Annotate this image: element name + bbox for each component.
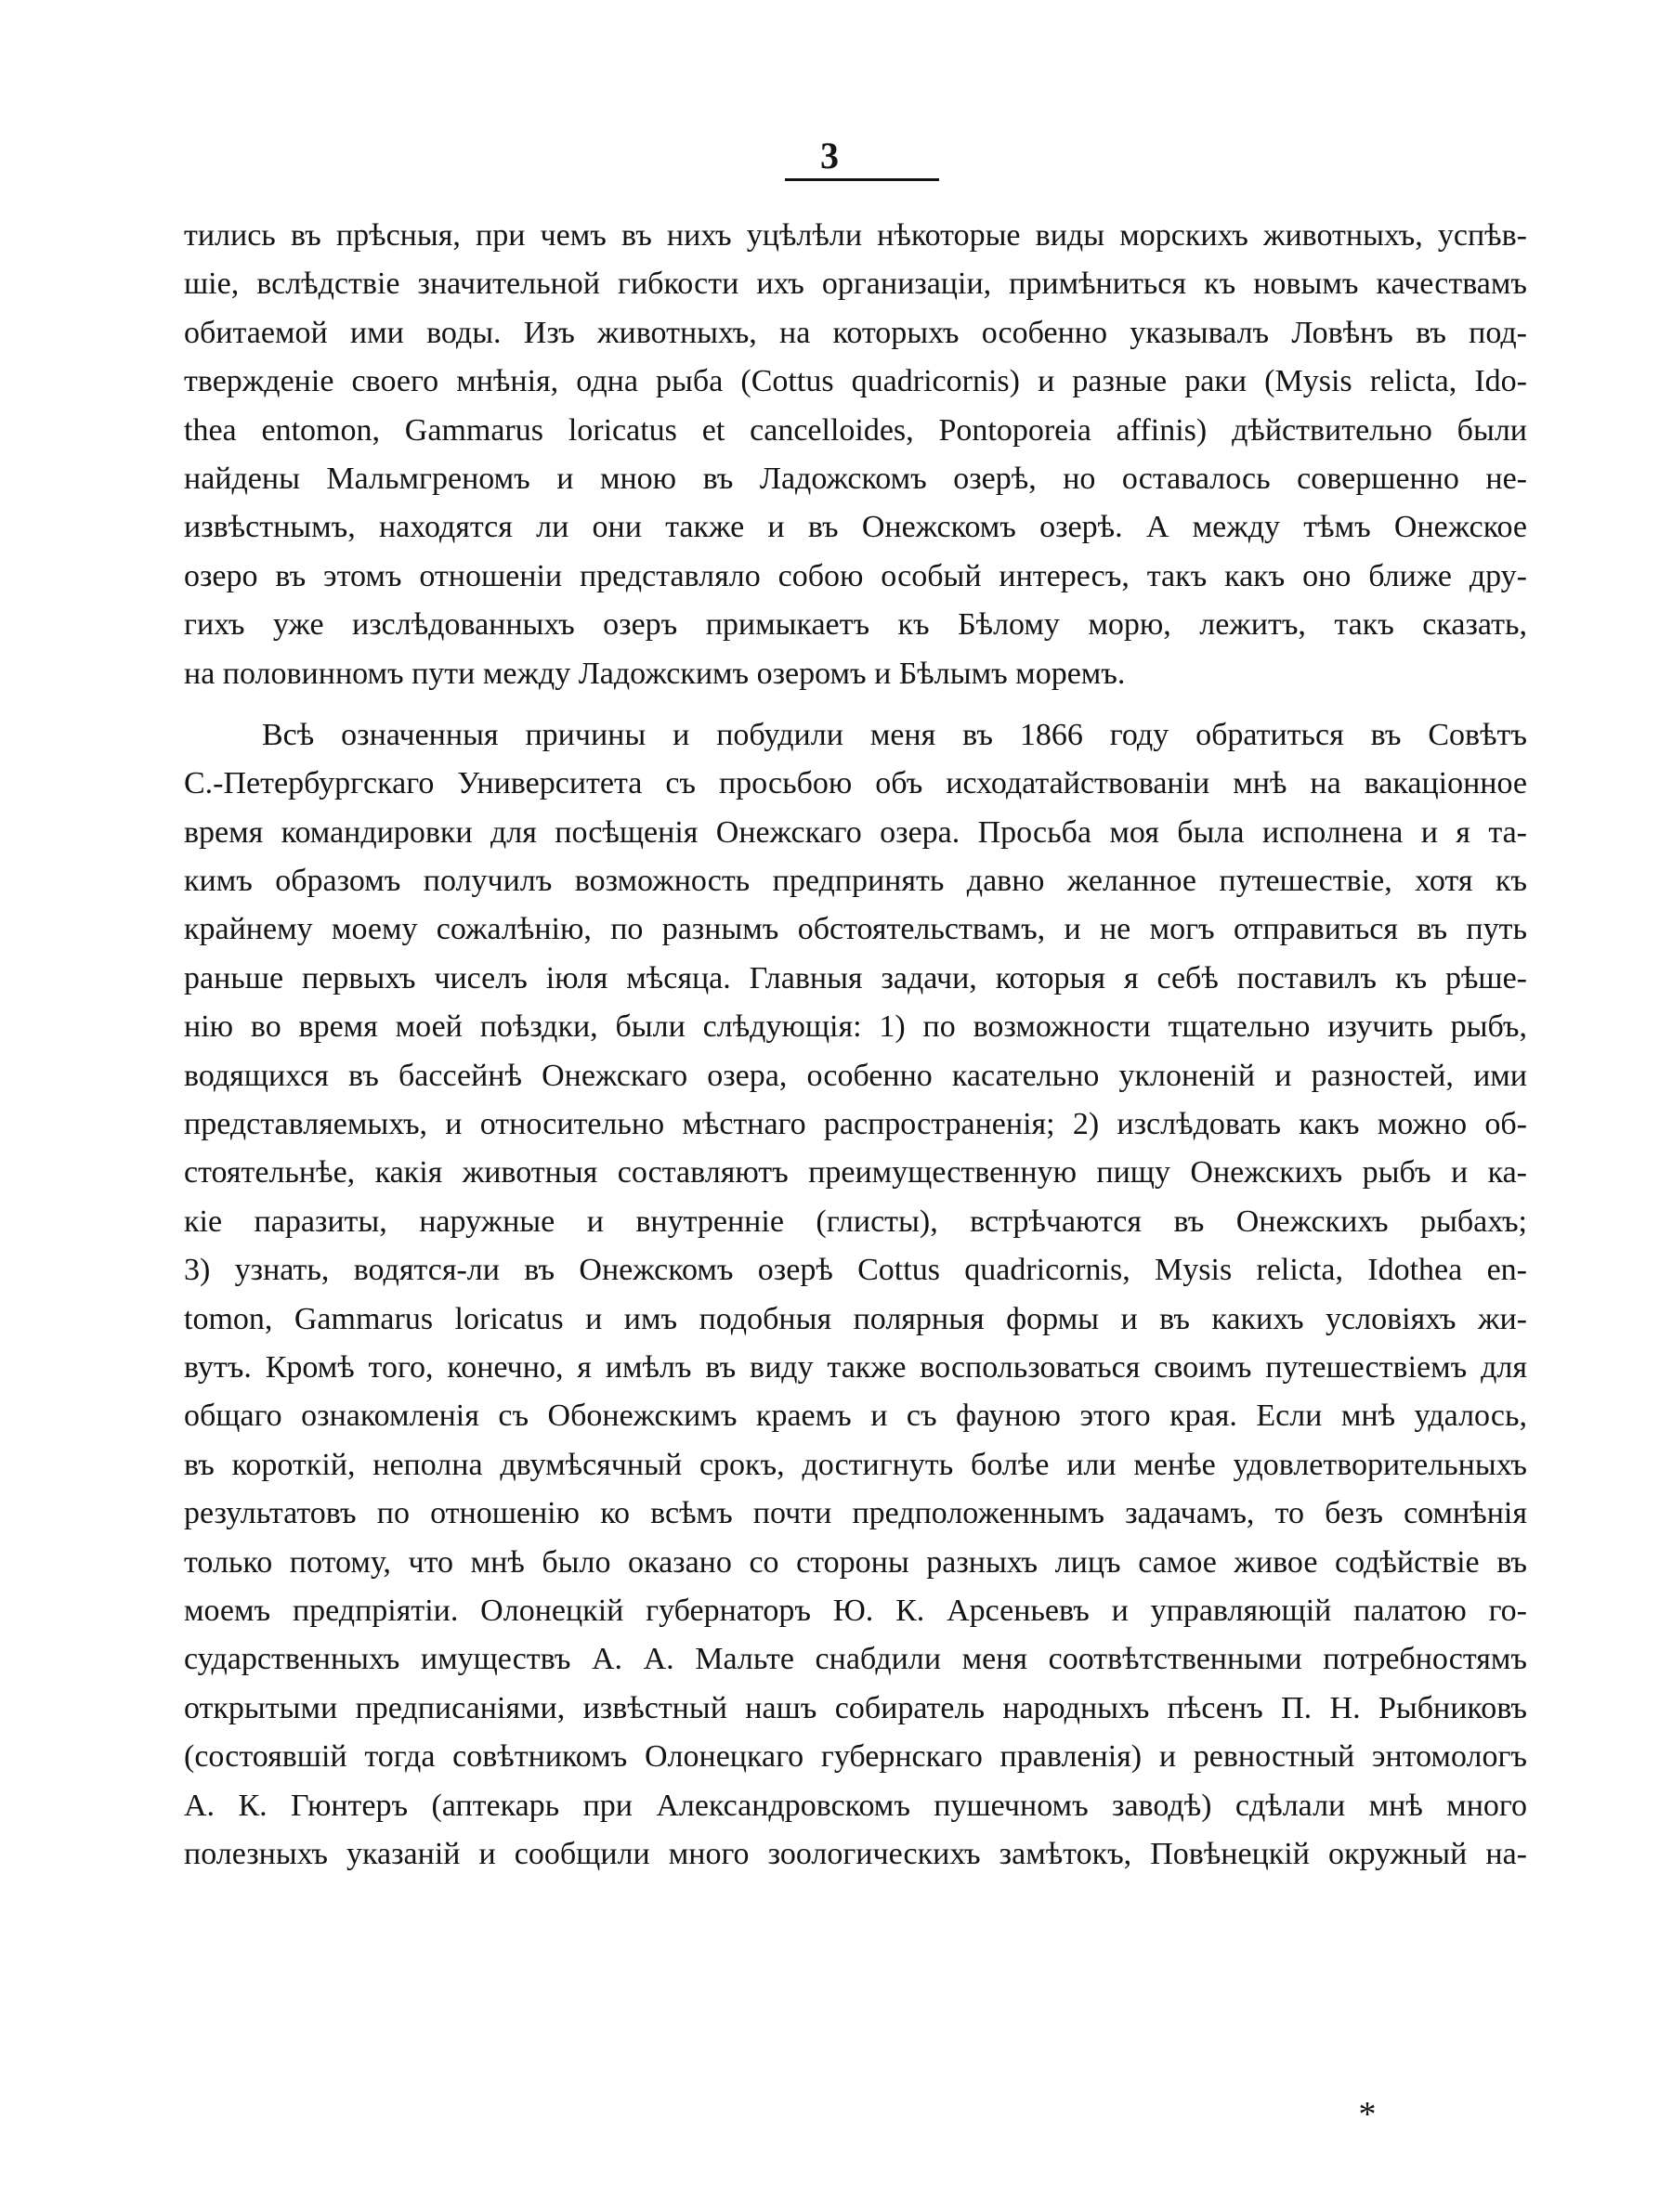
signature-mark: *	[1358, 2095, 1377, 2134]
text-line: полезныхъ указаній и сообщили много зоологическихъ замѣтокъ, Повѣнецкій окружный на-	[184, 1836, 1527, 1871]
text-line: стоятельнѣе, какія животныя составляютъ преимущественную пищу Онежскихъ рыбъ и ка-	[184, 1155, 1527, 1191]
text-line: открытыми предписаніями, извѣстный нашъ собиратель народныхъ пѣсенъ П. Н. Рыбниковъ	[184, 1690, 1527, 1725]
text-line: кимъ образомъ получилъ возможность предпринять давно желанное путешествіе, хотя къ	[184, 864, 1527, 899]
text-line: твержденіе своего мнѣнія, одна рыба (Cottus quadricornis) и разные раки (Mysis relicta, Ido-	[184, 364, 1527, 399]
text-line: обитаемой ими воды. Изъ животныхъ, на которыхъ особенно указывалъ Ловѣнъ въ под-	[184, 315, 1527, 350]
paragraph-1	[184, 212, 1527, 698]
page-number: 3	[820, 135, 839, 176]
text-line: водящихся въ бассейнѣ Онежскаго озера, особенно касательно уклоненій и разностей, ими	[184, 1058, 1527, 1093]
text-line: (состоявшій тогда совѣтникомъ Олонецкаго губернскаго правленія) и ревностный энтомологъ	[184, 1739, 1527, 1775]
text-line: тились въ прѣсныя, при чемъ въ нихъ уцѣлѣли нѣкоторые виды морскихъ животныхъ, успѣв-	[184, 218, 1527, 253]
text-line: шіе, вслѣдствіе значительной гибкости ихъ организаціи, примѣниться къ новымъ качествамъ	[184, 267, 1527, 302]
text-line: раньше первыхъ чиселъ іюля мѣсяца. Главныя задачи, которыя я себѣ поставилъ къ рѣше-	[184, 960, 1527, 995]
paragraph-gap	[184, 698, 1527, 711]
text-line: С.-Петербургскаго Университета съ просьбою объ исходатайствованіи мнѣ на вакаціонное	[184, 766, 1527, 801]
text-line: вутъ. Кромѣ того, конечно, я имѣлъ въ виду также воспользоваться своимъ путешествіемъ для	[184, 1349, 1527, 1385]
text-line: на половинномъ пути между Ладожскимъ озеромъ и Бѣлымъ моремъ.	[184, 656, 1126, 691]
text-line: найдены Мальмгреномъ и мною въ Ладожскомъ озерѣ, но оставалось совершенно не-	[184, 461, 1527, 496]
text-line: крайнему моему сожалѣнію, по разнымъ обстоятельствамъ, и не могъ отправиться въ путь	[184, 912, 1527, 947]
text-line: Всѣ означенныя причины и побудили меня въ 1866 году обратиться въ Совѣтъ	[262, 717, 1527, 752]
paragraph-2	[184, 711, 1527, 1879]
text-line: время командировки для посѣщенія Онежскаго озера. Просьба моя была исполнена и я та-	[184, 814, 1527, 850]
page-number-rule	[785, 178, 939, 181]
text-line: общаго ознакомленія съ Обонежскимъ краемъ и съ фауною этого края. Если мнѣ удалось,	[184, 1399, 1527, 1434]
text-line: сударственныхъ имуществъ А. А. Мальте снабдили меня соотвѣтственными потребностямъ	[184, 1642, 1527, 1677]
body-text	[184, 212, 1527, 1879]
text-line: thea entomon, Gammarus loricatus et cancelloides, Pontoporeia affinis) дѣйствительно были	[184, 412, 1527, 448]
text-line: А. К. Гюнтеръ (аптекарь при Александровскомъ пушечномъ заводѣ) сдѣлали мнѣ много	[184, 1788, 1527, 1823]
text-line: 3) узнать, водятся-ли въ Онежскомъ озерѣ Cottus quadricornis, Mysis relicta, Idothea en-	[184, 1253, 1527, 1288]
text-line: гихъ уже изслѣдованныхъ озеръ примыкаетъ къ Бѣлому морю, лежитъ, такъ сказать,	[184, 607, 1527, 643]
text-line: представляемыхъ, и относительно мѣстнаго распространенія; 2) изслѣдовать какъ можно об-	[184, 1107, 1527, 1142]
text-line: только потому, что мнѣ было оказано со стороны разныхъ лицъ самое живое содѣйствіе въ	[184, 1544, 1527, 1580]
text-line: tomon, Gammarus loricatus и имъ подобныя полярныя формы и въ какихъ условіяхъ жи-	[184, 1301, 1527, 1336]
text-line: кіе паразиты, наружные и внутренніе (глисты), встрѣчаются въ Онежскихъ рыбахъ;	[184, 1204, 1527, 1239]
text-line: извѣстнымъ, находятся ли они также и въ Онежскомъ озерѣ. А между тѣмъ Онежское	[184, 510, 1527, 545]
text-line: результатовъ по отношенію ко всѣмъ почти предположеннымъ задачамъ, то безъ сомнѣнія	[184, 1496, 1527, 1531]
text-line: въ короткій, неполна двумѣсячный срокъ, достигнуть болѣе или менѣе удовлетворительныхъ	[184, 1447, 1527, 1482]
text-line: нію во время моей поѣздки, были слѣдующія: 1) по возможности тщательно изучить рыбъ,	[184, 1009, 1527, 1045]
text-line: озеро въ этомъ отношеніи представляло собою особый интересъ, такъ какъ оно ближе дру-	[184, 558, 1527, 593]
text-line: моемъ предпріятіи. Олонецкій губернаторъ Ю. К. Арсеньевъ и управляющій палатою го-	[184, 1593, 1527, 1628]
